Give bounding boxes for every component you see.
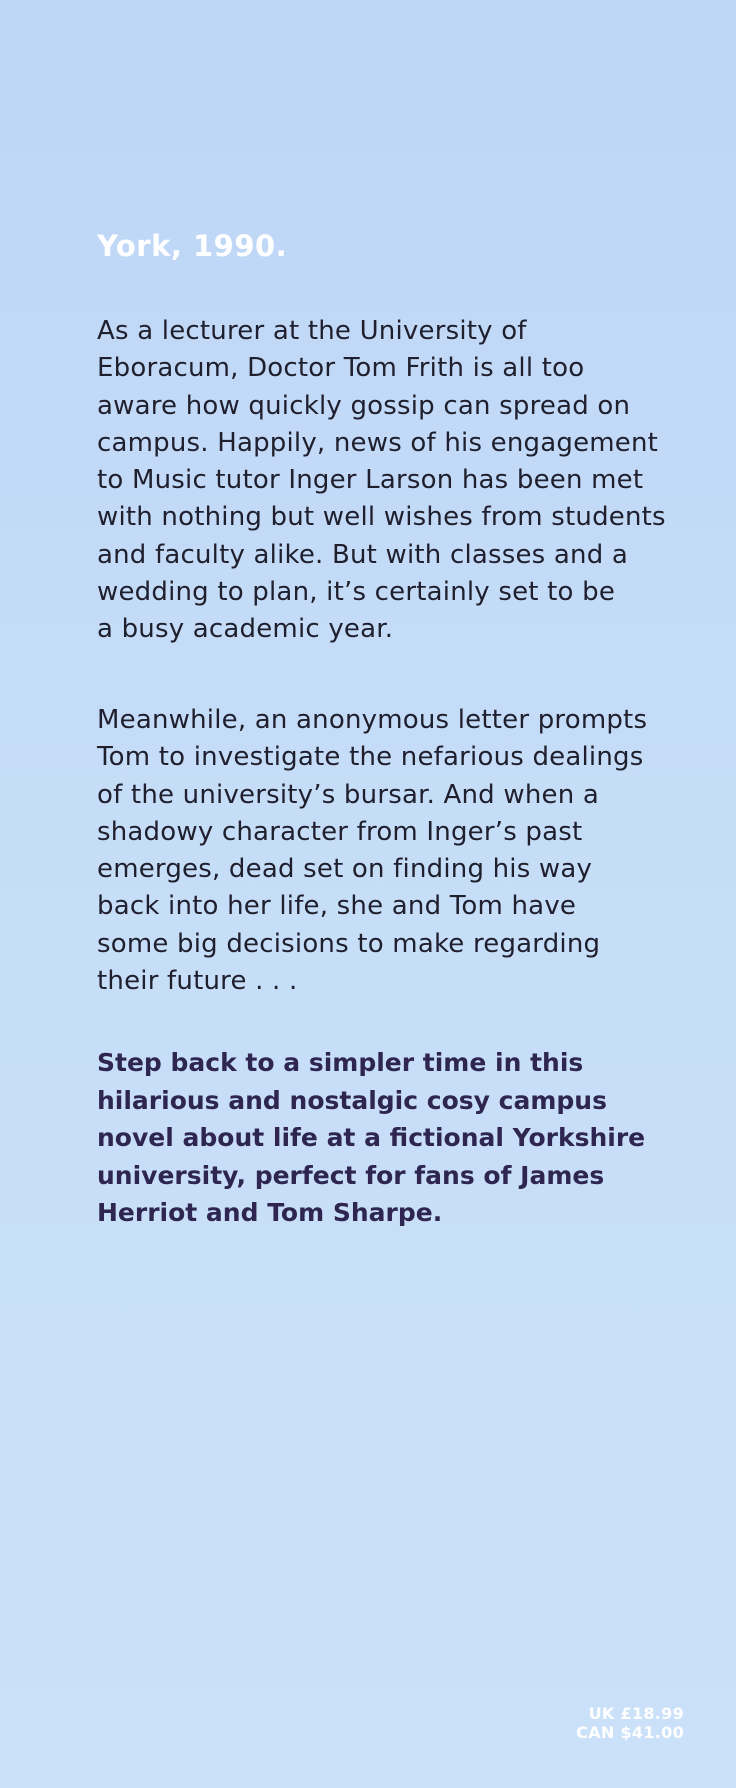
- heading: York, 1990.: [97, 229, 288, 263]
- text-line: their future . . .: [97, 966, 298, 997]
- tagline: [97, 1044, 697, 1232]
- text-line: shadowy character from Inger’s past: [97, 816, 583, 847]
- text-line: Meanwhile, an anonymous letter prompts: [97, 705, 648, 735]
- price-block: [576, 1704, 684, 1742]
- text-line: a busy academic year.: [97, 614, 394, 645]
- text-line: some big decisions to make regarding: [97, 928, 601, 959]
- text-line: of the university’s bursar. And when a: [97, 779, 599, 810]
- text-line: As a lecturer at the University of: [97, 316, 527, 346]
- text-line: and faculty alike. But with classes and a: [97, 539, 629, 570]
- synopsis-paragraph-2: [97, 702, 697, 1000]
- price-uk: UK £18.99: [588, 1704, 684, 1723]
- text-line: with nothing but well wishes from students: [97, 502, 666, 533]
- text-line: emerges, dead set on finding his way: [97, 854, 593, 885]
- text-line: aware how quickly gossip can spread on: [97, 390, 631, 421]
- tagline-line: Step back to a simpler time in this: [97, 1048, 584, 1077]
- tagline-line: hilarious and nostalgic cosy campus: [97, 1085, 607, 1115]
- text-line: wedding to plan, it’s certainly set to be: [97, 577, 616, 608]
- text-line: to Music tutor Inger Larson has been met: [97, 465, 644, 496]
- tagline-line: university, perfect for fans of James: [97, 1160, 605, 1190]
- text-line: back into her life, she and Tom have: [97, 891, 577, 922]
- tagline-line: novel about life at a fictional Yorkshire: [97, 1123, 646, 1152]
- text-line: campus. Happily, news of his engagement: [97, 427, 659, 458]
- price-can: CAN $41.00: [576, 1723, 684, 1742]
- tagline-line: Herriot and Tom Sharpe.: [97, 1198, 443, 1227]
- text-line: Tom to investigate the nefarious dealings: [97, 742, 644, 773]
- text-line: Eboracum, Doctor Tom Frith is all too: [97, 353, 585, 384]
- synopsis-paragraph-1: [97, 313, 697, 649]
